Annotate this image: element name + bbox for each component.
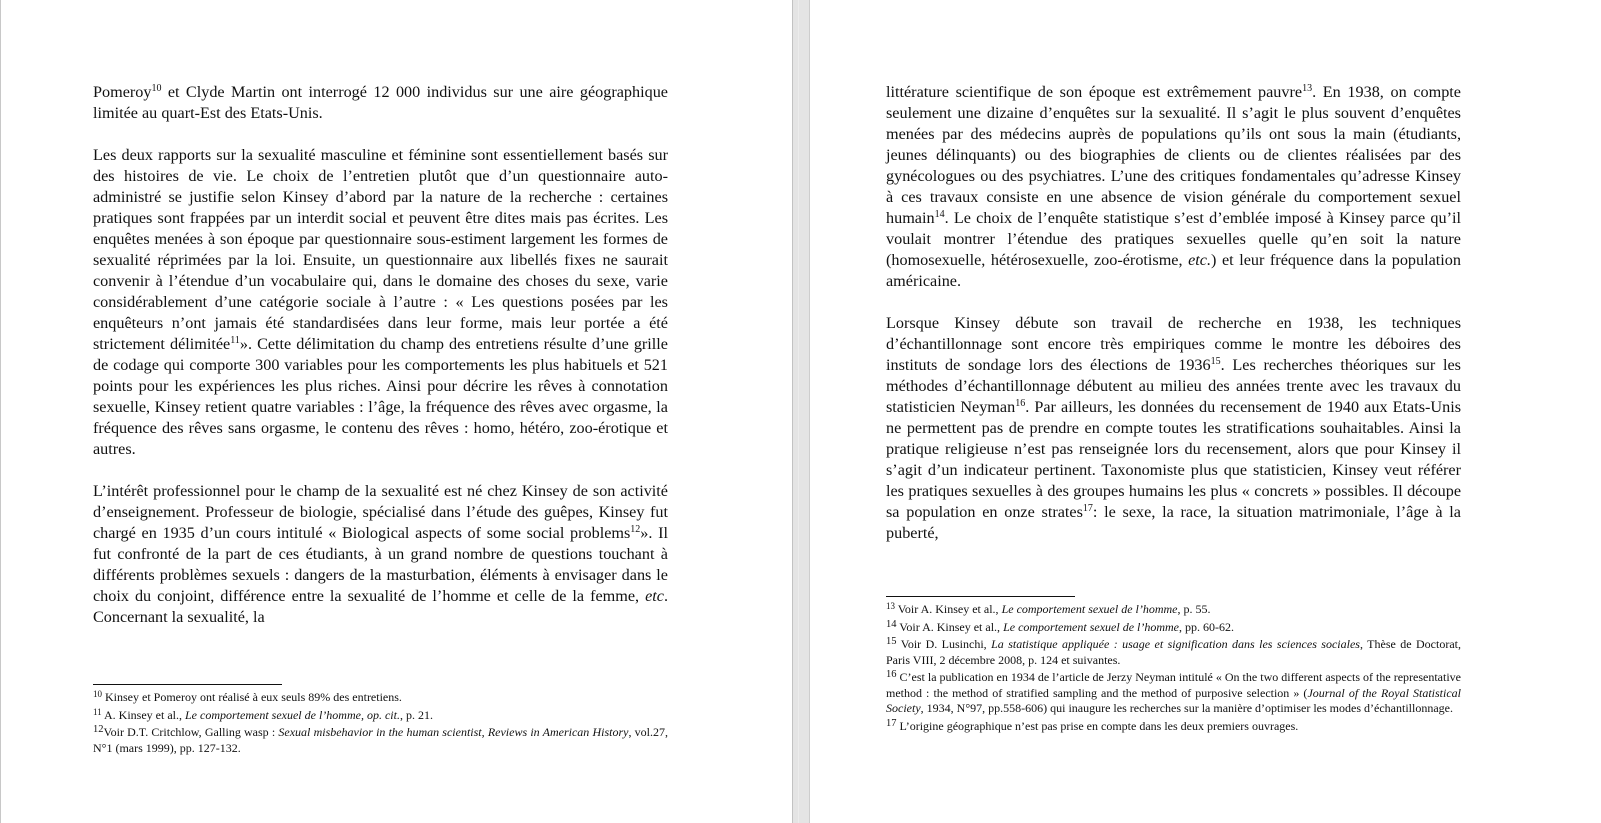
footnote-number: 16 [886,669,897,680]
italic-text: Sexual misbehavior in the human scientist, Reviews in American History [278,725,629,739]
footnote [886,670,1461,717]
footnote-reference[interactable]: 16 [1015,398,1026,409]
text-run: . Par ailleurs, les données du recensement de 1940 aux Etats-Unis ne permettent pas de prendre en compte toutes les stratifications souhaitables. Ainsi la pratique religieuse n’est pas renseignée lors du recensement, alors que pour Kinsey il s’agit d’un indicateur pertinent. Taxonomiste plus que statisticien, Kinsey veut référer les pratiques sexuelles à des groupes humains les plus « concrets » possibles. Il découpe sa population en onze strates [886,398,1461,521]
text-run: Voir D. Lusinchi, [896,637,992,651]
text-run: C’est la publication en 1934 de l’article de Jerzy Neyman intitulé « On the two different aspects of the representative method : the method of stratified sampling and the method of purposive selection » ( [886,670,1461,700]
text-run: . Concernant la sexualité, la [93,587,668,626]
text-run: , Thèse de Doctorat, Paris VIII, 2 décembre 2008, p. 124 et suivantes. [886,637,1461,667]
text-run: Les deux rapports sur la sexualité masculine et féminine sont essentiellement basés sur des histoires de vie. Le choix de l’entretien plutôt que d’un questionnaire auto-administré se justifie selon Kinsey d’abord par la nature de la recherche : certaines pratiques sont frappées par un interdit social et peuvent être dites mais pas écrites. Les enquêtes menées à son époque par questionnaire sous-estiment largement les formes de sexualité réprimées par la loi. Ensuite, un questionnaire aux libellés fixes ne saurait convenir à l’étendue d’un vocabulaire qui, dans le domaine des choses du sexe, varie considérablement d’une catégorie sociale à l’autre : « Les questions posées par les enquêteurs n’ont jamais été standardisées dans leur forme, mais leur portée a été strictement délimitée [93,146,668,353]
footnotes [886,602,1461,736]
body-text [886,82,1461,544]
page-gutter [792,0,810,823]
text-run: . Le choix de l’enquête statistique s’est d’emblée imposé à Kinsey parce qu’il voulait montrer l’étendue des pratiques sexuelles quelle qu’en soit la nature (homosexuelle, hétérosexuelle, zoo-érotisme, [886,209,1461,269]
footnote-reference[interactable]: 14 [934,209,945,220]
text-run: , p. 55. [1177,602,1211,616]
footnote-separator [886,596,1075,597]
footnote [93,708,668,724]
text-run: , pp. 60-62. [1179,619,1235,634]
document-page-left[interactable] [1,0,792,823]
text-run: L’intérêt professionnel pour le champ de la sexualité est né chez Kinsey de son activité d’enseignement. Professeur de biologie, spécialisé dans l’étude des guêpes, Kinsey fut chargé en 1935 d’un cours intitulé « Biological aspects of some social problems [93,482,668,542]
italic-text: Le comportement sexuel de l’homme, op. cit. [185,707,400,722]
footnote-number: 15 [886,636,897,647]
text-run: Pomeroy [93,83,152,101]
text-run: ». Cette délimitation du champ des entretiens résulte d’une grille de codage qui comporte 300 variables pour les comportements les plus habituels et 521 points pour les expériences les plus riches. Ainsi pour décrire les rêves à connotation sexuelle, Kinsey retient quatre variables : l’âge, la fréquence des rêves avec orgasme, la fréquence des rêves sans orgasme, le contenu des rêves : homo, hétéro, zoo-érotique et autres. [93,335,668,458]
text-run: . En 1938, on compte seulement une dizaine d’enquêtes sur la sexualité. Il s’agit le plus souvent d’enquêtes menées par des médecins auprès de populations qu’ils ont sous la main (étudiants, jeunes délinquants) ou des biographies de clients ou de clientes réalisées par des gynécologues ou des psychiatres. L’une des critiques fondamentales qu’adresse Kinsey à ces travaux consiste en une absence de vision générale du comportement sexuel humain [886,83,1461,227]
footnote [93,690,668,706]
text-run: , vol.27, N°1 (mars 1999), pp. 127-132. [93,725,668,755]
footnote-number: 11 [93,706,102,717]
paragraph [93,82,668,124]
text-run: Voir A. Kinsey et al., [896,619,1004,634]
text-run: A. Kinsey et al., [101,707,185,722]
paragraph [93,481,668,628]
text-run: Voir D.T. Critchlow, Galling wasp : [103,725,279,739]
footnote [93,725,668,756]
italic-text: Le comportement sexuel de l’homme [1001,602,1178,616]
italic-text: etc. [1188,251,1212,269]
footnote-number: 17 [886,717,897,729]
footnote-reference[interactable]: 12 [630,524,641,535]
footnote [886,620,1461,636]
footnote-number: 14 [886,618,897,630]
text-run: . Les recherches théoriques sur les méthodes d’échantillonnage débutent au milieu des années trente avec les travaux du statisticien Neyman [886,356,1461,416]
footnote-reference[interactable]: 17 [1082,503,1093,514]
text-run: , 1934, N°97, pp.558-606) qui inaugure les recherches sur la manière d’optimiser les modes d’échantillonnage. [920,701,1453,715]
body-text [93,82,668,628]
text-run: Voir A. Kinsey et al., [895,602,1002,616]
footnote [886,602,1461,618]
footnote-number: 10 [93,689,102,699]
paragraph [886,313,1461,544]
italic-text: La statistique appliquée : usage et signification dans les sciences sociales [991,637,1360,651]
paragraph [886,82,1461,292]
footnote-reference[interactable]: 10 [151,83,162,94]
footnote-separator [93,684,282,685]
text-run: , p. 21. [399,707,433,722]
footnote [886,719,1461,735]
paragraph [93,145,668,460]
footnote-number: 13 [886,601,895,611]
document-page-right[interactable] [810,0,1601,823]
footnotes [93,690,668,758]
footnote [886,637,1461,668]
footnote-reference[interactable]: 15 [1210,356,1221,367]
text-run: Lorsque Kinsey débute son travail de recherche en 1938, les techniques d’échantillonnage sont encore très empiriques comme le montre les déboires des instituts de sondage lors des élections de 1936 [886,314,1461,374]
footnote-reference[interactable]: 13 [1302,83,1313,94]
text-run: L’origine géographique n’est pas prise en compte dans les deux premiers ouvrages. [896,718,1299,733]
italic-text: etc [645,587,664,605]
text-run: : le sexe, la race, la situation matrimoniale, l’âge à la puberté, [886,503,1461,542]
text-run: ) et leur fréquence dans la population américaine. [886,251,1461,290]
italic-text: Journal of the Royal Statistical Society [886,685,1461,715]
italic-text: Le comportement sexuel de l’homme [1003,619,1180,634]
text-run: littérature scientifique de son époque est extrêmement pauvre [886,83,1303,101]
text-run: Kinsey et Pomeroy ont réalisé à eux seuls 89% des entretiens. [102,690,402,704]
footnote-reference[interactable]: 11 [230,335,240,346]
footnote-number: 12 [93,724,104,735]
text-run: et Clyde Martin ont interrogé 12 000 individus sur une aire géographique limitée au quart-Est des Etats-Unis. [93,83,668,122]
text-run: ». Il fut confronté de la part de ces étudiants, à un grand nombre de questions touchant à différents problèmes sexuels : dangers de la masturbation, éléments à envisager dans le choix du conjoint, différence entre la sexualité de l’homme et celle de la femme, [93,524,668,605]
